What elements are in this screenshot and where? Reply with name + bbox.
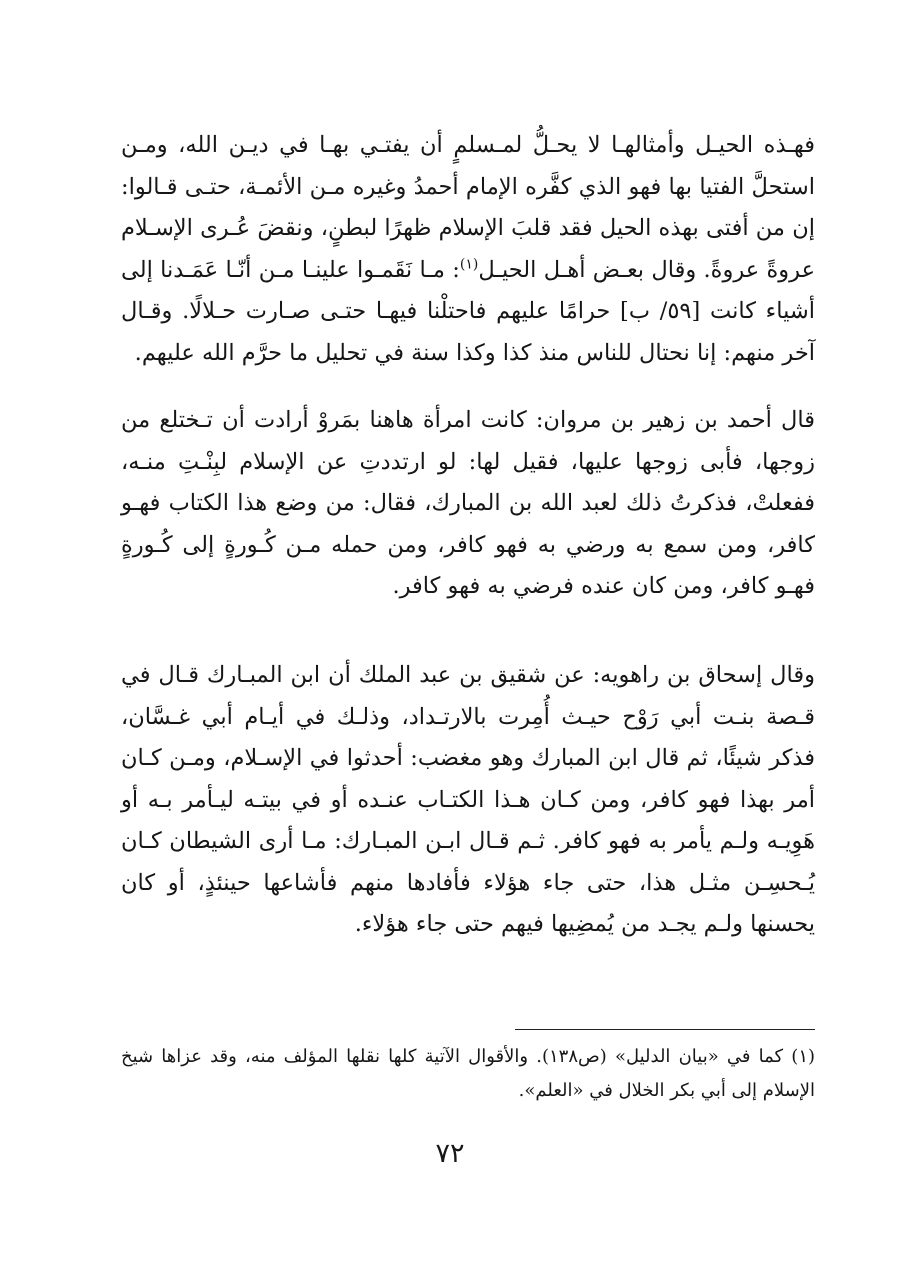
paragraph-text: : مـا نَقَمـوا علينـا مـن أنّـا عَمَـدنا إلى أشياء كانت [٥٩/ ب] حرامًا عليهم فاحتلْنا فيهـا حتـى صـارت حـلالًا. وقـال آخر منهم: إنا نحتال للناس منذ كذا وكذا سنة في تحليل ما حرَّم الله عليهم. [121, 256, 815, 366]
paragraph-ishaq-ibn-rahawayh [121, 655, 815, 946]
paragraph-ahmad-ibn-zuhayr [121, 400, 815, 608]
paragraph-text: وقال إسحاق بن راهويه: عن شقيق بن عبد الملك أن ابن المبـارك قـال في قـصة بنـت أبي رَوْح حيـث أُمِرت بالارتـداد، وذلـك في أيـام أبي غـسَّان، فذكر شيئًا، ثم قال ابن المبارك وهو مغضب: أحدثوا في الإسـلام، ومـن كـان أمر بهذا فهو كافر، ومن كـان هـذا الكتـاب عنـده أو في بيتـه ليـأمر بـه أو هَوِيـه ولـم يأمر به فهو كافر. ثـم قـال ابـن المبـارك: مـا أرى الشيطان كـان يُـحسِـن مثـل هذا، حتى جاء هؤلاء فأفادها منهم فأشاعها حينئذٍ، أو كان يحسنها ولـم يجـد من يُمضِيها فيهم حتى جاء هؤلاء. [121, 662, 815, 937]
footnote-separator [515, 1029, 815, 1030]
page-number: ٧٢ [435, 1138, 465, 1169]
paragraph-hiyal [121, 125, 815, 374]
footnote: (١) كما في «بيان الدليل» (ص١٣٨). والأقوال الآتية كلها نقلها المؤلف منه، وقد عزاها شيخ الإسلام إلى أبي بكر الخلال في «العلم». [121, 1046, 816, 1101]
footnote-reference[interactable]: (١) [459, 256, 479, 272]
paragraph-text: قال أحمد بن زهير بن مروان: كانت امرأة هاهنا بمَروْ أرادت أن تـختلع من زوجها، فأبى زوجها عليها، فقيل لها: لو ارتددتِ عن الإسلام لبِنْـتِ منـه، ففعلتْ، فذكرتُ ذلك لعبد الله بن المبارك، فقال: من وضع هذا الكتاب فهـو كافر، ومن سمع به ورضي به فهو كافر، ومن حمله مـن كُـورةٍ إلى كُـورةٍ فهـو كافر، ومن كان عنده فرضي به فهو كافر. [121, 407, 815, 599]
paragraph-text: فهـذه الحيـل وأمثالهـا لا يحـلُّ لمـسلمٍ أن يفتـي بهـا في ديـن الله، ومـن استحلَّ الفتيا بها فهو الذي كفَّره الإمام أحمدُ وغيره مـن الأئمـة، حتـى قـالوا: إن من أفتى بهذه الحيل فقد قلبَ الإسلام ظهرًا لبطنٍ، ونقضَ عُـرى الإسـلام عروةً عروةً. وقال بعـض أهـل الحيـل [121, 132, 815, 283]
